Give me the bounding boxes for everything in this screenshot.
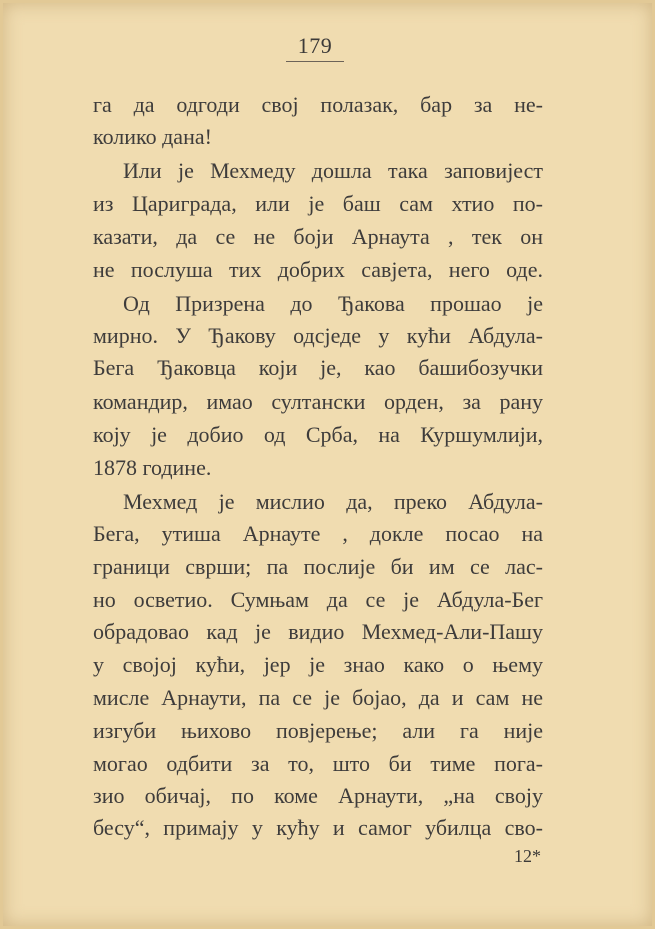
text-line-12: 1878 године. bbox=[93, 455, 212, 480]
signature-mark: 12* bbox=[514, 846, 541, 866]
text-line-3: Или је Мехмеду дошла така заповијест bbox=[123, 158, 543, 183]
text-line-2: колико дана! bbox=[93, 124, 212, 149]
text-line-20: изгуби њихово повјерење; али га није bbox=[93, 718, 543, 743]
text-line-18: у својој кући, јер је знао како о њему bbox=[93, 652, 543, 677]
page-number: 179 bbox=[297, 33, 333, 58]
text-line-22: зио обичај, по коме Арнаути, „на своју bbox=[93, 783, 543, 808]
text-line-16: но осветио. Сумњам да се је Абдула-Бег bbox=[93, 587, 543, 612]
text-line-1: га да одгоди свој полазак, бар за не- bbox=[93, 92, 543, 117]
text-line-19: мисле Арнаути, па се је бојао, да и сам не bbox=[93, 685, 543, 710]
text-line-13: Мехмед је мислио да, преко Абдула- bbox=[123, 489, 543, 514]
text-line-10: командир, имао султански орден, за рану bbox=[93, 389, 543, 414]
text-line-23: бесу“, примају у кућу и самог убилца сво- bbox=[93, 815, 543, 840]
text-line-7: Од Призрена до Ђакова прошао је bbox=[123, 291, 543, 316]
text-line-17: обрадовао кад је видио Мехмед-Али-Пашу bbox=[93, 619, 543, 644]
text-line-15: граници сврши; па послије би им се лас- bbox=[93, 554, 543, 579]
text-line-14: Бега, утиша Арнауте , докле посао на bbox=[93, 521, 543, 546]
text-line-8: мирно. У Ђакову одсједе у кући Абдула- bbox=[93, 323, 543, 348]
text-line-21: могао одбити за то, што би тиме пога- bbox=[93, 751, 543, 776]
page-number-rule bbox=[286, 61, 344, 62]
text-line-6: не послуша тих добрих савјета, него оде. bbox=[93, 257, 543, 282]
text-line-11: коју је добио од Срба, на Куршумлији, bbox=[93, 422, 543, 447]
text-line-5: казати, да се не боји Арнаута , тек он bbox=[93, 224, 543, 249]
text-line-9: Бега Ђаковца који је, као башибозучки bbox=[93, 355, 543, 380]
text-line-4: из Цариграда, или је баш сам хтио по- bbox=[93, 191, 543, 216]
book-page bbox=[3, 3, 652, 926]
